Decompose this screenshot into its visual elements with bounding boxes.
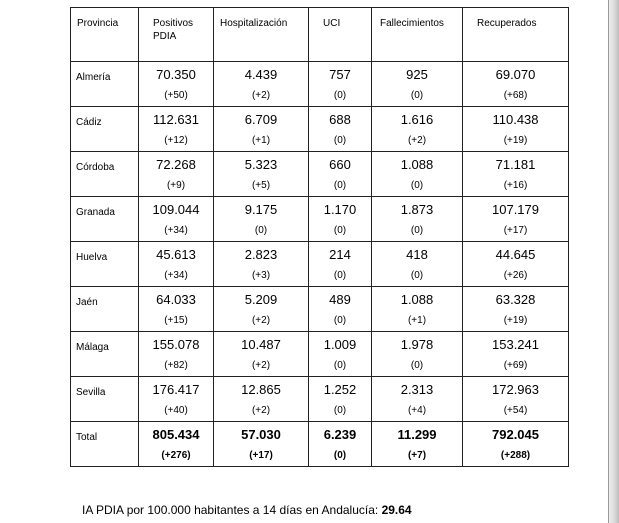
value-cell bbox=[372, 197, 463, 242]
cell-value: 4.439 bbox=[244, 67, 278, 82]
cell-delta: (+19) bbox=[503, 135, 528, 146]
cell-value: 10.487 bbox=[241, 337, 281, 352]
cell-value: 1.978 bbox=[400, 337, 434, 352]
cell-value: 792.045 bbox=[492, 427, 539, 442]
table-body bbox=[71, 62, 569, 467]
cell-delta: (+40) bbox=[164, 405, 188, 416]
footnote-label: IA PDIA por 100.000 habitantes a 14 días en Andalucía: bbox=[82, 503, 382, 517]
cell-value: 57.030 bbox=[241, 427, 281, 442]
cell-delta: (0) bbox=[333, 270, 347, 281]
value-cell bbox=[214, 287, 309, 332]
cell-delta: (+2) bbox=[251, 405, 271, 416]
cell-delta: (+15) bbox=[164, 315, 188, 326]
cell-value: 172.963 bbox=[492, 382, 539, 397]
cell-delta: (+1) bbox=[407, 315, 427, 326]
table-row bbox=[71, 152, 569, 197]
footnote-value: 29.64 bbox=[381, 503, 412, 517]
cell-value: 2.313 bbox=[400, 382, 434, 397]
cell-delta: (0) bbox=[333, 450, 347, 461]
table-row bbox=[71, 332, 569, 377]
cell-delta: (0) bbox=[333, 405, 347, 416]
cell-value: 5.209 bbox=[244, 292, 278, 307]
cell-value: 109.044 bbox=[152, 202, 200, 217]
cell-delta: (0) bbox=[333, 135, 347, 146]
province-cell: Córdoba bbox=[71, 152, 139, 197]
table-header-row bbox=[71, 8, 569, 62]
cell-value: 1.873 bbox=[400, 202, 434, 217]
cell-value: 110.438 bbox=[492, 112, 539, 127]
cell-delta: (0) bbox=[333, 360, 347, 371]
value-cell bbox=[372, 287, 463, 332]
cell-delta: (+2) bbox=[251, 315, 271, 326]
cell-delta: (+2) bbox=[251, 90, 271, 101]
cell-delta: (+16) bbox=[503, 180, 528, 191]
cell-value: 69.070 bbox=[495, 67, 536, 82]
cell-delta: (+7) bbox=[407, 450, 427, 461]
cell-delta: (0) bbox=[333, 315, 347, 326]
column-header: Recuperados bbox=[463, 8, 569, 62]
cell-delta: (+34) bbox=[164, 270, 188, 281]
total-row bbox=[71, 422, 569, 467]
table-row bbox=[71, 287, 569, 332]
cell-delta: (+3) bbox=[251, 270, 271, 281]
footnote bbox=[82, 503, 412, 517]
province-cell: Málaga bbox=[71, 332, 139, 377]
cell-delta: (+1) bbox=[251, 135, 271, 146]
cell-value: 805.434 bbox=[152, 427, 200, 442]
cell-delta: (+2) bbox=[407, 135, 427, 146]
value-cell bbox=[139, 107, 214, 152]
cell-delta: (+17) bbox=[249, 450, 273, 461]
value-cell bbox=[309, 152, 372, 197]
value-cell bbox=[214, 62, 309, 107]
value-cell bbox=[309, 287, 372, 332]
cell-delta: (+34) bbox=[164, 225, 188, 236]
cell-value: 1.009 bbox=[323, 337, 357, 352]
cell-delta: (+26) bbox=[503, 270, 528, 281]
cell-delta: (0) bbox=[254, 225, 268, 236]
cell-value: 155.078 bbox=[152, 337, 200, 352]
cell-value: 1.616 bbox=[400, 112, 434, 127]
cell-value: 72.268 bbox=[156, 157, 196, 172]
province-cell: Almería bbox=[71, 62, 139, 107]
value-cell bbox=[463, 197, 569, 242]
value-cell bbox=[463, 377, 569, 422]
cell-delta: (+17) bbox=[503, 225, 528, 236]
value-cell bbox=[139, 422, 214, 467]
cell-delta: (+50) bbox=[164, 90, 188, 101]
cell-value: 12.865 bbox=[241, 382, 281, 397]
column-header: Provincia bbox=[71, 8, 139, 62]
cell-value: 5.323 bbox=[244, 157, 278, 172]
cell-delta: (0) bbox=[333, 225, 347, 236]
cell-delta: (0) bbox=[410, 90, 424, 101]
cell-delta: (0) bbox=[410, 360, 424, 371]
value-cell bbox=[309, 242, 372, 287]
province-cell: Jaén bbox=[71, 287, 139, 332]
province-cell: Granada bbox=[71, 197, 139, 242]
value-cell bbox=[372, 107, 463, 152]
cell-value: 64.033 bbox=[156, 292, 196, 307]
cell-value: 44.645 bbox=[495, 247, 536, 262]
cell-delta: (+4) bbox=[407, 405, 427, 416]
column-header: Fallecimientos bbox=[372, 8, 463, 62]
cell-delta: (0) bbox=[410, 270, 424, 281]
cell-value: 11.299 bbox=[397, 427, 437, 442]
cell-delta: (+276) bbox=[161, 450, 191, 461]
cell-value: 45.613 bbox=[156, 247, 196, 262]
value-cell bbox=[463, 107, 569, 152]
cell-value: 112.631 bbox=[152, 112, 200, 127]
cell-value: 2.823 bbox=[244, 247, 278, 262]
cell-delta: (+9) bbox=[166, 180, 186, 191]
value-cell bbox=[214, 152, 309, 197]
value-cell bbox=[372, 242, 463, 287]
cell-delta: (+82) bbox=[164, 360, 188, 371]
value-cell bbox=[139, 152, 214, 197]
cell-delta: (+2) bbox=[251, 360, 271, 371]
cell-value: 757 bbox=[329, 67, 351, 82]
table-row bbox=[71, 62, 569, 107]
table-row bbox=[71, 242, 569, 287]
value-cell bbox=[309, 332, 372, 377]
table-row bbox=[71, 377, 569, 422]
value-cell bbox=[214, 422, 309, 467]
cell-value: 1.088 bbox=[400, 292, 434, 307]
cell-value: 925 bbox=[406, 67, 428, 82]
table-row bbox=[71, 107, 569, 152]
value-cell bbox=[372, 332, 463, 377]
covid-data-table bbox=[70, 7, 569, 467]
value-cell bbox=[139, 242, 214, 287]
cell-value: 489 bbox=[329, 292, 351, 307]
column-header: Positivos PDIA bbox=[139, 8, 214, 62]
value-cell bbox=[463, 152, 569, 197]
value-cell bbox=[309, 422, 372, 467]
value-cell bbox=[139, 62, 214, 107]
column-header: Hospitalización bbox=[214, 8, 309, 62]
cell-delta: (+68) bbox=[503, 90, 528, 101]
cell-delta: (+19) bbox=[503, 315, 528, 326]
value-cell bbox=[309, 197, 372, 242]
cell-value: 71.181 bbox=[495, 157, 536, 172]
value-cell bbox=[214, 242, 309, 287]
cell-value: 153.241 bbox=[492, 337, 539, 352]
value-cell bbox=[214, 332, 309, 377]
province-cell: Total bbox=[71, 422, 139, 467]
value-cell bbox=[463, 422, 569, 467]
cell-delta: (+69) bbox=[503, 360, 528, 371]
page-edge bbox=[608, 0, 619, 523]
cell-delta: (0) bbox=[333, 90, 347, 101]
value-cell bbox=[139, 377, 214, 422]
cell-value: 660 bbox=[329, 157, 351, 172]
cell-value: 9.175 bbox=[244, 202, 278, 217]
cell-delta: (+12) bbox=[164, 135, 188, 146]
value-cell bbox=[214, 107, 309, 152]
cell-value: 6.709 bbox=[244, 112, 278, 127]
cell-value: 1.088 bbox=[400, 157, 434, 172]
cell-value: 176.417 bbox=[152, 382, 200, 397]
value-cell bbox=[214, 197, 309, 242]
value-cell bbox=[139, 197, 214, 242]
value-cell bbox=[463, 332, 569, 377]
cell-value: 63.328 bbox=[495, 292, 536, 307]
table-row bbox=[71, 197, 569, 242]
cell-delta: (0) bbox=[410, 225, 424, 236]
value-cell bbox=[372, 62, 463, 107]
cell-value: 214 bbox=[329, 247, 351, 262]
value-cell bbox=[372, 152, 463, 197]
value-cell bbox=[309, 107, 372, 152]
cell-delta: (0) bbox=[410, 180, 424, 191]
cell-value: 688 bbox=[329, 112, 351, 127]
cell-value: 70.350 bbox=[156, 67, 196, 82]
cell-value: 1.252 bbox=[323, 382, 357, 397]
cell-delta: (+288) bbox=[500, 450, 531, 461]
value-cell bbox=[214, 377, 309, 422]
value-cell bbox=[139, 287, 214, 332]
value-cell bbox=[372, 377, 463, 422]
cell-delta: (+5) bbox=[251, 180, 271, 191]
cell-value: 6.239 bbox=[323, 427, 357, 442]
column-header: UCI bbox=[309, 8, 372, 62]
province-cell: Cádiz bbox=[71, 107, 139, 152]
cell-value: 418 bbox=[406, 247, 428, 262]
province-cell: Huelva bbox=[71, 242, 139, 287]
value-cell bbox=[309, 62, 372, 107]
value-cell bbox=[372, 422, 463, 467]
cell-value: 107.179 bbox=[492, 202, 539, 217]
cell-delta: (0) bbox=[333, 180, 347, 191]
value-cell bbox=[463, 287, 569, 332]
cell-value: 1.170 bbox=[323, 202, 357, 217]
value-cell bbox=[139, 332, 214, 377]
province-cell: Sevilla bbox=[71, 377, 139, 422]
value-cell bbox=[309, 377, 372, 422]
value-cell bbox=[463, 62, 569, 107]
cell-delta: (+54) bbox=[503, 405, 528, 416]
value-cell bbox=[463, 242, 569, 287]
